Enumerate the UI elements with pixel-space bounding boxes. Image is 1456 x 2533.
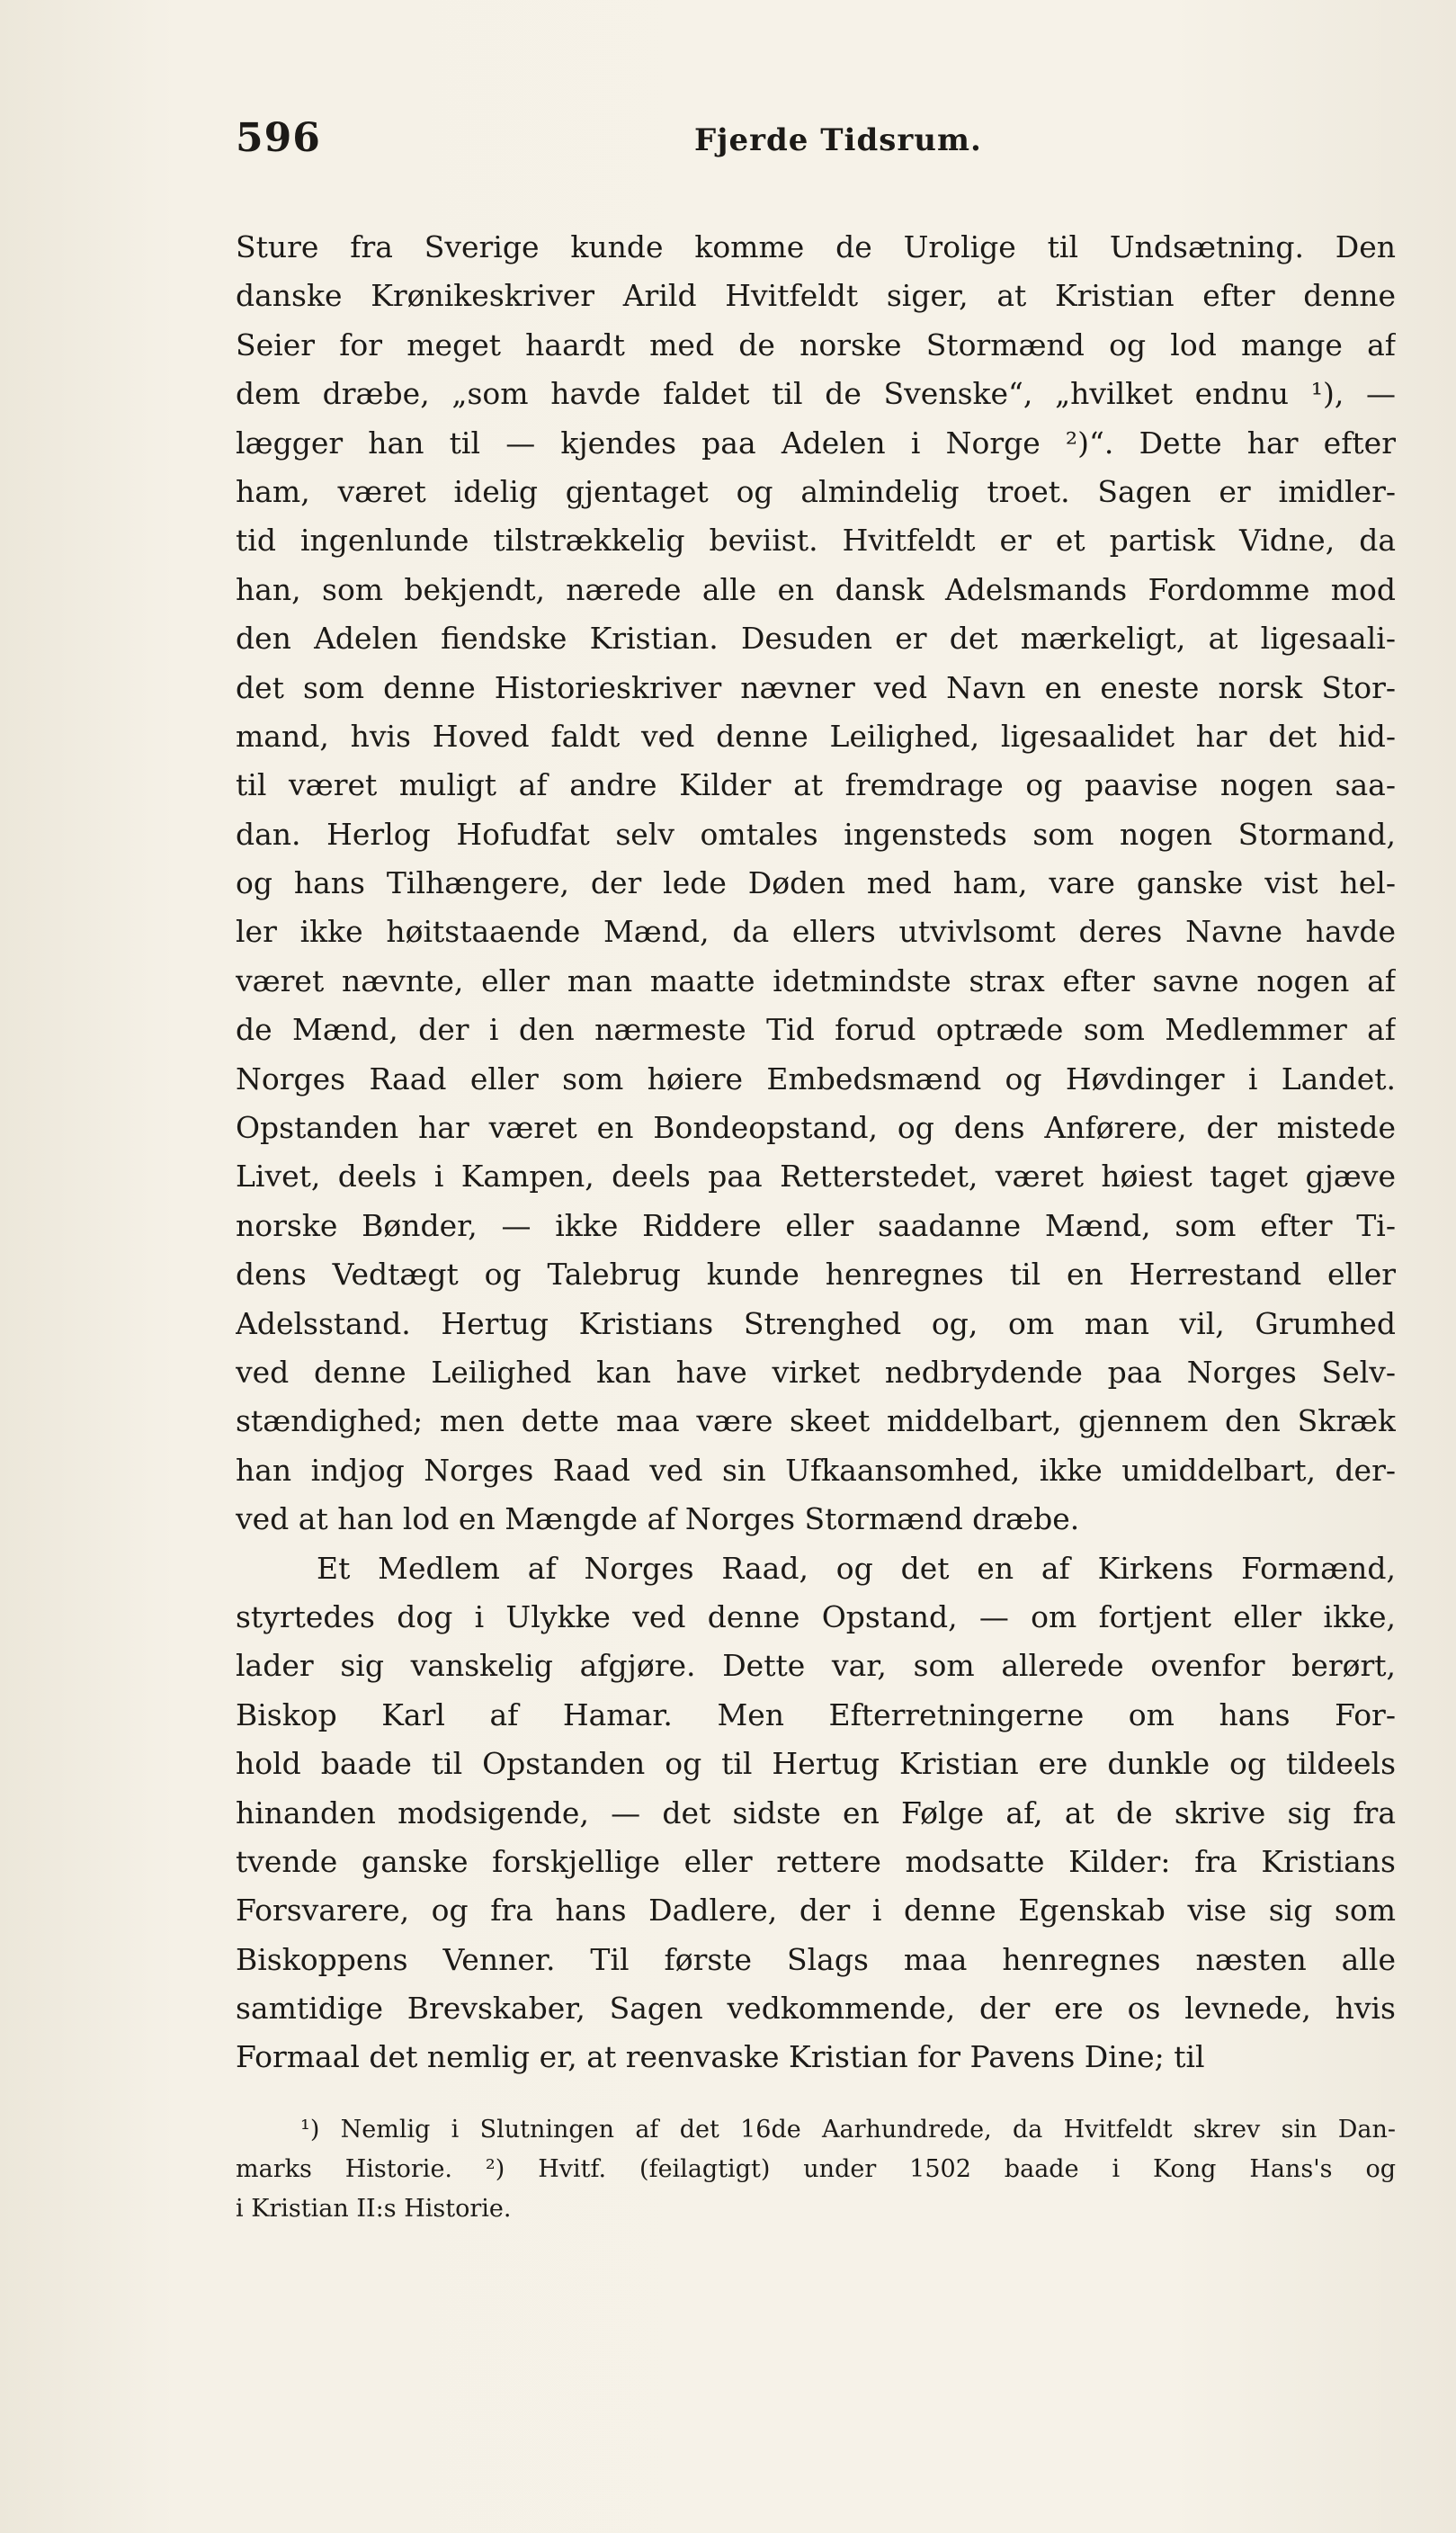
text-line: Norges Raad eller som høiere Embedsmænd og Høvdinger i Landet.	[236, 1061, 1396, 1096]
paragraph	[236, 1544, 1396, 2082]
text-line: dan. Herlog Hofudfat selv omtales ingensteds som nogen Stormand,	[236, 816, 1396, 852]
text-line: det som denne Historieskriver nævner ved Navn en eneste norsk Stor-	[236, 669, 1396, 705]
text-line: Sture fra Sverige kunde komme de Urolige til Undsætning. Den	[236, 229, 1396, 264]
text-line: lægger han til — kjendes paa Adelen i Norge ²)“. Dette har efter	[236, 425, 1396, 461]
footnote-line: ¹) Nemlig i Slutningen af det 16de Aarhundrede, da Hvitfeldt skrev sin Dan-	[300, 2116, 1396, 2144]
text-line: dem dræbe, „som havde faldet til de Svenske“, „hvilket endnu ¹), —	[236, 376, 1396, 412]
body-text	[236, 223, 1396, 2082]
text-line: styrtedes dog i Ulykke ved denne Opstand, — om fortjent eller ikke,	[236, 1598, 1396, 1634]
footnote-line: i Kristian II:s Historie.	[236, 2195, 512, 2223]
text-line: han, som bekjendt, nærede alle en dansk Adelsmands Fordomme mod	[236, 571, 1396, 607]
text-line: ler ikke høitstaaende Mænd, da ellers utvivlsomt deres Navne havde	[236, 914, 1396, 950]
text-line: lader sig vanskelig afgjøre. Dette var, som allerede ovenfor berørt,	[236, 1648, 1396, 1684]
text-line: han indjog Norges Raad ved sin Ufkaansomhed, ikke umiddelbart, der-	[236, 1452, 1396, 1488]
text-line: stændighed; men dette maa være skeet middelbart, gjennem den Skræk	[236, 1403, 1396, 1439]
text-line: til været muligt af andre Kilder at fremdrage og paavise nogen saa-	[236, 767, 1396, 803]
text-line: Adelsstand. Hertug Kristians Strenghed og, om man vil, Grumhed	[236, 1305, 1396, 1341]
text-line: samtidige Brevskaber, Sagen vedkommende, der ere os levnede, hvis	[236, 1991, 1396, 2027]
text-line: tvende ganske forskjellige eller rettere modsatte Kilder: fra Kristians	[236, 1843, 1396, 1879]
text-line: dens Vedtægt og Talebrug kunde henregnes til en Herrestand eller	[236, 1257, 1396, 1293]
text-line: hold baade til Opstanden og til Hertug Kristian ere dunkle og tildeels	[236, 1746, 1396, 1782]
footnotes	[236, 2110, 1396, 2229]
text-line: Opstanden har været en Bondeopstand, og dens Anførere, der mistede	[236, 1110, 1396, 1146]
page-number: 596	[236, 115, 321, 161]
text-line: mand, hvis Hoved faldt ved denne Leilighed, ligesaalidet har det hid-	[236, 718, 1396, 754]
text-line: ved denne Leilighed kan have virket nedbrydende paa Norges Selv-	[236, 1354, 1396, 1390]
text-line: hinanden modsigende, — det sidste en Følge af, at de skrive sig fra	[236, 1795, 1396, 1830]
text-line: ham, været idelig gjentaget og almindelig troet. Sagen er imidler-	[236, 473, 1396, 509]
text-line: tid ingenlunde tilstrækkelig beviist. Hvitfeldt er et partisk Vidne, da	[236, 523, 1396, 559]
text-line: den Adelen fiendske Kristian. Desuden er det mærkeligt, at ligesaali-	[236, 621, 1396, 657]
text-line: de Mænd, der i den nærmeste Tid forud optræde som Medlemmer af	[236, 1012, 1396, 1048]
text-line: Biskoppens Venner. Til første Slags maa henregnes næsten alle	[236, 1941, 1396, 1977]
text-line: været nævnte, eller man maatte idetmindste strax efter savne nogen af	[236, 962, 1396, 998]
text-line: Seier for meget haardt med de norske Stormænd og lod mange af	[236, 327, 1396, 362]
text-line: danske Krønikeskriver Arild Hvitfeldt siger, at Kristian efter denne	[236, 278, 1396, 314]
text-line: ved at han lod en Mængde af Norges Stormænd dræbe.	[236, 1501, 1080, 1537]
text-line: norske Bønder, — ikke Riddere eller saadanne Mænd, som efter Ti-	[236, 1207, 1396, 1243]
text-line: Formaal det nemlig er, at reenvaske Kristian for Pavens Dine; til	[236, 2039, 1205, 2075]
page-header	[236, 115, 1396, 178]
text-line: Et Medlem af Norges Raad, og det en af Kirkens Formænd,	[317, 1550, 1396, 1586]
paragraph	[236, 223, 1396, 1544]
text-line: Biskop Karl af Hamar. Men Efterretningerne om hans For-	[236, 1696, 1396, 1732]
running-head: Fjerde Tidsrum.	[694, 122, 982, 158]
text-line: Forsvarere, og fra hans Dadlere, der i denne Egenskab vise sig som	[236, 1893, 1396, 1929]
text-line: Livet, deels i Kampen, deels paa Retterstedet, været høiest taget gjæve	[236, 1159, 1396, 1195]
footnote-line: marks Historie. ²) Hvitf. (feilagtigt) under 1502 baade i Kong Hans's og	[236, 2155, 1396, 2183]
text-line: og hans Tilhængere, der lede Døden med ham, vare ganske vist hel-	[236, 865, 1396, 901]
